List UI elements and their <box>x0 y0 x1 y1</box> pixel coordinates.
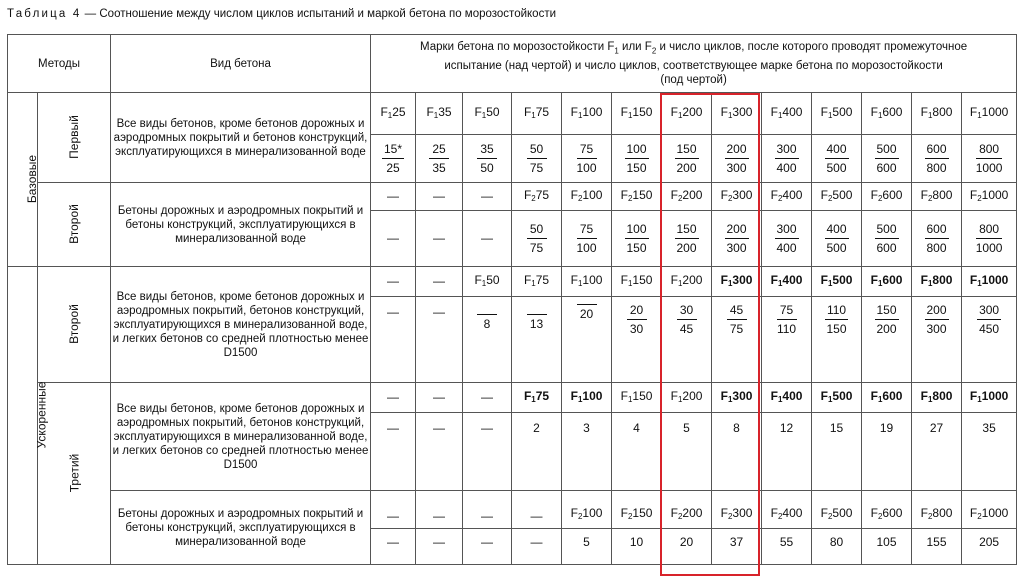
mark-cell <box>862 267 912 297</box>
cycle-fraction: $\frac{25}{35}$ <box>429 142 449 176</box>
mark-cell <box>712 491 762 529</box>
frost-mark: $F_1600$ <box>870 388 903 404</box>
cycles-cell: 55 <box>762 529 812 565</box>
mark-cell <box>762 383 812 413</box>
frost-mark: $F_2600$ <box>870 506 903 521</box>
mark-cell <box>862 491 912 529</box>
concrete-type-text: Бетоны дорожных и аэродромных покрытий и бетоны конструкций, эксплуатирующихся в минерализованной воде <box>111 183 371 267</box>
dash-cell <box>371 211 416 267</box>
cycles-cell <box>712 135 762 183</box>
frost-mark: $F_1600$ <box>870 104 903 120</box>
frost-mark: $F_1150$ <box>620 272 653 288</box>
dash: — <box>433 390 446 404</box>
method-third: Третий <box>38 383 111 565</box>
frost-mark: $F_1300$ <box>720 104 753 120</box>
frost-mark: $F_1150$ <box>620 388 653 404</box>
caption-label: Таблица 4 <box>7 8 82 20</box>
cycle-fraction: $\frac{100}{150}$ <box>626 221 647 255</box>
frost-mark: $F_275$ <box>523 187 550 203</box>
mark-cell <box>762 183 812 211</box>
frost-mark: $F_175$ <box>523 272 550 288</box>
frost-mark: $F_21000$ <box>969 187 1009 203</box>
cycles-cell: 4 <box>612 413 662 491</box>
cycle-fraction: $\frac{50}{75}$ <box>527 142 547 176</box>
mark-cell <box>662 491 712 529</box>
frost-mark: $F_2200$ <box>670 187 703 203</box>
cycles-cell <box>862 135 912 183</box>
dash: — <box>387 274 400 288</box>
cycles-cell <box>371 135 416 183</box>
frost-mark: $F_1800$ <box>920 104 953 120</box>
frost-mark: $F_11000$ <box>969 272 1009 288</box>
frost-mark: $F_1200$ <box>670 104 703 120</box>
dash: — <box>481 189 494 203</box>
cycles-cell <box>662 297 712 383</box>
cycles-cell: 205 <box>962 529 1017 565</box>
frost-mark: $F_1500$ <box>820 104 853 120</box>
cycles-cell: 80 <box>812 529 862 565</box>
frost-mark: $F_1200$ <box>670 272 703 288</box>
frost-mark: $F_1500$ <box>820 388 853 404</box>
cycle-fraction: 20 <box>577 303 597 322</box>
dash: — <box>387 231 400 245</box>
cycles-cell: 10 <box>612 529 662 565</box>
cycle-fraction: 13 <box>527 303 547 332</box>
cycle-fraction: $\frac{75}{100}$ <box>576 221 597 255</box>
cycles-cell <box>662 135 712 183</box>
mark-cell <box>562 93 612 135</box>
cycle-fraction: $\frac{200}{300}$ <box>726 221 747 255</box>
cycle-fraction: $\frac{100}{150}$ <box>626 141 647 175</box>
cycle-fraction: $\frac{200}{300}$ <box>926 303 947 336</box>
cycles-cell <box>512 211 562 267</box>
mark-cell <box>762 267 812 297</box>
mark-cell <box>562 183 612 211</box>
cycles-cell <box>962 135 1017 183</box>
cycles-cell: 3 <box>562 413 612 491</box>
frost-mark: $F_2150$ <box>620 506 653 521</box>
frost-mark: $F_1300$ <box>720 272 753 288</box>
mark-cell <box>812 183 862 211</box>
cycles-cell <box>912 297 962 383</box>
cycles-cell <box>962 211 1017 267</box>
mark-cell <box>762 491 812 529</box>
dash: — <box>433 189 446 203</box>
cycles-cell <box>612 135 662 183</box>
cycles-cell <box>762 135 812 183</box>
group-basic: Базовые <box>8 93 38 267</box>
mark-cell <box>416 93 463 135</box>
method-second-accelerated: Второй <box>38 267 111 383</box>
frost-mark: $F_150$ <box>474 272 500 288</box>
cycles-cell: 37 <box>712 529 762 565</box>
frost-mark: $F_2500$ <box>820 506 853 521</box>
cycles-cell <box>912 211 962 267</box>
dash-cell <box>463 529 512 565</box>
mark-cell <box>712 267 762 297</box>
cycles-cell <box>762 297 812 383</box>
concrete-type-text: Все виды бетонов, кроме бетонов дорожных и аэродромных покрытий и бетонов конструкций, эксплуатирующихся в минерализованной воде <box>111 93 371 183</box>
frost-mark: $F_2800$ <box>920 187 953 203</box>
dash-cell <box>416 183 463 211</box>
cycle-fraction: $\frac{30}{45}$ <box>677 303 697 337</box>
dash-cell <box>371 297 416 383</box>
dash: — <box>433 231 446 245</box>
cycles-cell: 20 <box>662 529 712 565</box>
cycles-cell <box>812 211 862 267</box>
cycle-fraction: $\frac{400}{500}$ <box>826 221 847 255</box>
mark-cell <box>862 93 912 135</box>
cycles-cell: 15 <box>812 413 862 491</box>
dash: — <box>387 305 400 319</box>
frost-mark: $F_1200$ <box>670 388 703 404</box>
dash-cell <box>371 267 416 297</box>
frost-mark: $F_2100$ <box>570 187 603 203</box>
mark-cell <box>662 183 712 211</box>
cycle-fraction: $\frac{800}{1000}$ <box>975 141 1003 175</box>
mark-cell <box>712 383 762 413</box>
dash-cell <box>371 383 416 413</box>
mark-cell <box>562 267 612 297</box>
frost-mark: $F_175$ <box>523 388 550 404</box>
mark-cell <box>512 267 562 297</box>
table-caption <box>7 8 556 20</box>
frost-mark: $F_2300$ <box>720 506 753 521</box>
cycle-fraction: $\frac{300}{400}$ <box>776 141 797 175</box>
mark-cell <box>612 383 662 413</box>
frost-mark: $F_2300$ <box>720 187 753 203</box>
mark-cell <box>612 93 662 135</box>
frost-mark: $F_135$ <box>426 104 452 120</box>
group-accelerated: Ускоренные <box>8 267 38 565</box>
header-concrete-type: Вид бетона <box>111 35 371 93</box>
cycles-cell <box>416 135 463 183</box>
cycles-cell: 12 <box>762 413 812 491</box>
frost-mark: $F_11000$ <box>969 104 1009 120</box>
dash: — <box>481 390 494 404</box>
cycle-fraction: $\frac{15*}{25}$ <box>384 141 403 175</box>
dash-cell <box>416 383 463 413</box>
cycles-cell <box>962 297 1017 383</box>
cycles-cell: 35 <box>962 413 1017 491</box>
dash: — <box>387 189 400 203</box>
cycles-cell <box>812 135 862 183</box>
cycles-cell <box>662 211 712 267</box>
cycle-fraction: $\frac{300}{450}$ <box>979 303 1000 336</box>
cycle-fraction: $\frac{600}{800}$ <box>926 141 947 175</box>
mark-cell <box>812 267 862 297</box>
frost-mark: $F_11000$ <box>969 388 1009 404</box>
mark-cell <box>962 491 1017 529</box>
frost-mark: $F_1150$ <box>620 104 653 120</box>
dash: — <box>387 421 400 435</box>
frost-mark: $F_2500$ <box>820 187 853 203</box>
cycle-fraction: 8 <box>477 303 497 332</box>
cycles-cell <box>812 297 862 383</box>
cycles-cell <box>562 297 612 383</box>
frost-mark: $F_150$ <box>474 104 500 120</box>
dash-cell <box>416 267 463 297</box>
frost-mark: $F_1100$ <box>570 272 603 288</box>
dash-cell <box>416 297 463 383</box>
mark-cell <box>371 93 416 135</box>
dash-cell <box>416 491 463 529</box>
cycles-cell: 155 <box>912 529 962 565</box>
cycles-cell: 5 <box>662 413 712 491</box>
cycle-fraction: $\frac{35}{50}$ <box>477 142 497 176</box>
dash-cell <box>371 491 416 529</box>
mark-cell <box>512 183 562 211</box>
cycles-cell <box>862 297 912 383</box>
cycles-cell <box>912 135 962 183</box>
dash: — <box>433 421 446 435</box>
cycles-cell: 8 <box>712 413 762 491</box>
cycle-fraction: $\frac{600}{800}$ <box>926 221 947 255</box>
method-second-basic: Второй <box>38 183 111 267</box>
concrete-type-text: Бетоны дорожных и аэродромных покрытий и бетоны конструкций, эксплуатирующихся в минерализованной воде <box>111 491 371 565</box>
frost-mark: $F_175$ <box>523 104 550 120</box>
mark-cell <box>562 383 612 413</box>
mark-cell <box>962 183 1017 211</box>
dash-cell <box>463 183 512 211</box>
caption-text: — Соотношение между числом циклов испытаний и маркой бетона по морозостойкости <box>81 8 557 20</box>
dash-cell <box>512 529 562 565</box>
dash-cell <box>371 529 416 565</box>
mark-cell <box>662 93 712 135</box>
cycles-cell: 105 <box>862 529 912 565</box>
mark-cell <box>912 491 962 529</box>
mark-cell <box>912 267 962 297</box>
cycle-fraction: $\frac{500}{600}$ <box>876 221 897 255</box>
header-methods: Методы <box>8 35 111 93</box>
dash: — <box>530 509 543 523</box>
frost-mark: $F_2800$ <box>920 506 953 521</box>
cycle-fraction: $\frac{50}{75}$ <box>527 222 547 256</box>
cycles-cell <box>512 297 562 383</box>
cycles-cell <box>512 135 562 183</box>
dash: — <box>481 509 494 523</box>
mark-cell <box>463 267 512 297</box>
cycle-fraction: $\frac{75}{110}$ <box>776 303 797 336</box>
mark-cell <box>762 93 812 135</box>
frost-mark: $F_2600$ <box>870 187 903 203</box>
cycle-fraction: $\frac{800}{1000}$ <box>975 221 1003 255</box>
frost-mark: $F_1800$ <box>920 272 953 288</box>
mark-cell <box>562 491 612 529</box>
frost-mark: $F_1600$ <box>870 272 903 288</box>
mark-cell <box>662 267 712 297</box>
dash-cell <box>416 413 463 491</box>
frost-mark: $F_2100$ <box>570 506 603 521</box>
dash: — <box>387 535 400 549</box>
dash-cell <box>371 183 416 211</box>
concrete-type-text: Все виды бетонов, кроме бетонов дорожных и аэродромных покрытий, бетонов конструкций, эксплуатирующихся в минерализованной воде, и легких бетонов со средней плотностью менее D1500 <box>111 267 371 383</box>
cycles-cell <box>612 211 662 267</box>
frost-mark: $F_2400$ <box>770 506 803 521</box>
cycle-fraction: $\frac{110}{150}$ <box>826 303 847 336</box>
dash-cell <box>463 413 512 491</box>
cycles-cell <box>463 297 512 383</box>
dash: — <box>433 274 446 288</box>
cycles-cell <box>712 211 762 267</box>
mark-cell <box>862 183 912 211</box>
frost-mark: $F_2200$ <box>670 506 703 521</box>
mark-cell <box>812 383 862 413</box>
dash: — <box>481 421 494 435</box>
frost-mark: $F_1100$ <box>570 388 603 404</box>
cycles-cell <box>562 135 612 183</box>
dash-cell <box>371 413 416 491</box>
mark-cell <box>912 93 962 135</box>
cycle-fraction: $\frac{400}{500}$ <box>826 141 847 175</box>
frost-mark: $F_1500$ <box>820 272 853 288</box>
dash: — <box>530 535 543 549</box>
frost-resistance-table <box>7 34 1017 565</box>
dash: — <box>481 535 494 549</box>
frost-mark: $F_21000$ <box>969 506 1009 521</box>
mark-cell <box>812 93 862 135</box>
dash-cell <box>463 491 512 529</box>
mark-cell <box>912 383 962 413</box>
frost-mark: $F_2150$ <box>620 187 653 203</box>
dash: — <box>387 390 400 404</box>
mark-cell <box>962 267 1017 297</box>
frost-mark: $F_1400$ <box>770 104 803 120</box>
dash: — <box>433 535 446 549</box>
cycles-cell <box>463 135 512 183</box>
cycles-cell <box>762 211 812 267</box>
dash-cell <box>463 383 512 413</box>
mark-cell <box>712 183 762 211</box>
dash-cell <box>416 211 463 267</box>
mark-cell <box>612 183 662 211</box>
mark-cell <box>962 383 1017 413</box>
dash-cell <box>416 529 463 565</box>
cycle-fraction: $\frac{45}{75}$ <box>727 303 747 337</box>
mark-cell <box>662 383 712 413</box>
cycles-cell <box>612 297 662 383</box>
header-marks: Марки бетона по морозостойкости $F_1$ или $F_2$ и число циклов, после которого проводят промежуточное испытание (над чертой) и число циклов, соответствующее марке бетона по морозостойкости (под чертой) <box>371 35 1017 93</box>
cycle-fraction: $\frac{200}{300}$ <box>726 141 747 175</box>
cycles-cell <box>562 211 612 267</box>
mark-cell <box>612 491 662 529</box>
frost-mark: $F_1300$ <box>720 388 753 404</box>
mark-cell <box>812 491 862 529</box>
concrete-type-text: Все виды бетонов, кроме бетонов дорожных и аэродромных покрытий, бетонов конструкций, эксплуатирующихся в минерализованной воде, и легких бетонов со средней плотностью менее D1500 <box>111 383 371 491</box>
mark-cell <box>962 93 1017 135</box>
frost-mark: $F_2400$ <box>770 187 803 203</box>
dash-cell <box>512 491 562 529</box>
mark-cell <box>712 93 762 135</box>
dash-cell <box>463 211 512 267</box>
cycle-fraction: $\frac{150}{200}$ <box>876 303 897 336</box>
dash: — <box>481 231 494 245</box>
frost-mark: $F_1100$ <box>570 104 603 120</box>
frost-mark: $F_1800$ <box>920 388 953 404</box>
method-first: Первый <box>38 93 111 183</box>
cycles-cell: 27 <box>912 413 962 491</box>
cycles-cell <box>862 211 912 267</box>
mark-cell <box>512 383 562 413</box>
cycles-cell <box>712 297 762 383</box>
cycles-cell: 19 <box>862 413 912 491</box>
dash: — <box>387 509 400 523</box>
cycle-fraction: $\frac{20}{30}$ <box>627 303 647 337</box>
mark-cell <box>463 93 512 135</box>
cycle-fraction: $\frac{150}{200}$ <box>676 221 697 255</box>
cycle-fraction: $\frac{75}{100}$ <box>576 141 597 175</box>
dash: — <box>433 305 446 319</box>
cycle-fraction: $\frac{300}{400}$ <box>776 221 797 255</box>
frost-mark: $F_1400$ <box>770 388 803 404</box>
mark-cell <box>512 93 562 135</box>
cycles-cell: 5 <box>562 529 612 565</box>
frost-mark: $F_1400$ <box>770 272 803 288</box>
frost-mark: $F_125$ <box>380 104 406 120</box>
mark-cell <box>912 183 962 211</box>
cycle-fraction: $\frac{500}{600}$ <box>876 141 897 175</box>
mark-cell <box>612 267 662 297</box>
dash: — <box>433 509 446 523</box>
mark-cell <box>862 383 912 413</box>
cycle-fraction: $\frac{150}{200}$ <box>676 141 697 175</box>
cycles-cell: 2 <box>512 413 562 491</box>
